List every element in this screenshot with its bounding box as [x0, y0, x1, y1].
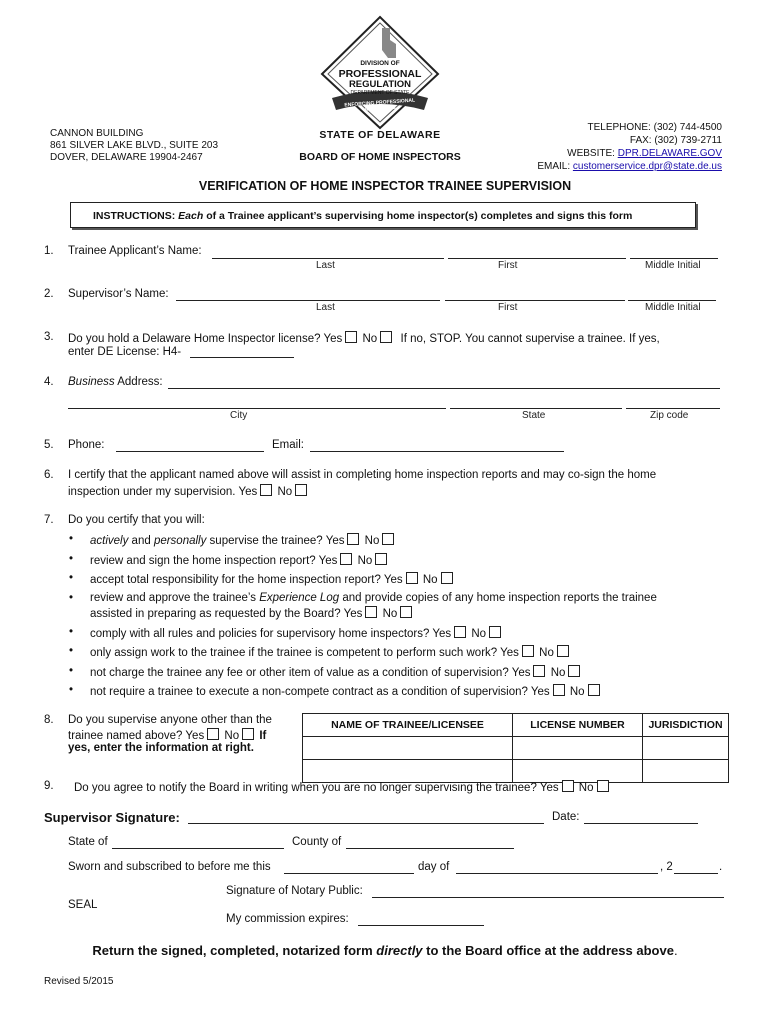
q7-item-8-yes-checkbox[interactable] — [553, 684, 565, 696]
q1-last-field[interactable] — [212, 258, 444, 259]
address-line-1: CANNON BUILDING — [50, 128, 144, 139]
q3-license-label: enter DE License: H4- — [68, 346, 182, 358]
table-cell[interactable] — [513, 737, 643, 760]
q7-bullet-5: • — [69, 626, 74, 638]
q5-email-label: Email: — [272, 439, 304, 451]
return-period: . — [673, 943, 678, 958]
q7-item-5-yes-checkbox[interactable] — [454, 626, 466, 638]
q6-text: inspection under my supervision. Yes — [68, 486, 258, 498]
q6-line2 — [68, 484, 309, 498]
contact-block — [537, 121, 722, 173]
date-field[interactable] — [584, 823, 698, 824]
q2-label: Supervisor’s Name: — [68, 288, 169, 300]
q8-line2 — [68, 728, 266, 742]
q7-item-1-text: supervise the trainee? — [206, 535, 326, 547]
q1-middle-field[interactable] — [630, 258, 718, 259]
q7-item-4-no-checkbox[interactable] — [400, 606, 412, 618]
q3-stop-text: If no, STOP. You cannot supervise a trainee. If yes, — [400, 333, 660, 345]
q4-city-caption: City — [230, 410, 248, 421]
q9-line — [74, 780, 611, 794]
q7-item-3-no-label: No — [422, 574, 438, 586]
notary-label: Signature of Notary Public: — [226, 885, 363, 897]
state-of-field[interactable] — [112, 848, 284, 849]
q7-item-8-text: not require a trainee to execute a non-compete contract as a condition of supervision? — [90, 686, 531, 698]
table-cell[interactable] — [303, 737, 513, 760]
q6-line1: I certify that the applicant named above will assist in completing home inspection reports and may co-sign the home — [68, 469, 657, 481]
q4-label — [68, 376, 163, 388]
logo-text-2: PROFESSIONAL — [338, 68, 422, 80]
q7-item-4-text: review and approve the trainee’s — [90, 592, 260, 604]
expires-field[interactable] — [358, 925, 484, 926]
county-of-field[interactable] — [346, 848, 514, 849]
q7-item-2-yes-checkbox[interactable] — [340, 553, 352, 565]
q7-item-7-text: not charge the trainee any fee or other item of value as a condition of supervision? — [90, 667, 512, 679]
q7-item-8-yes-label: Yes — [530, 686, 550, 698]
telephone: TELEPHONE: (302) 744-4500 — [587, 122, 722, 133]
col-name-header: NAME OF TRAINEE/LICENSEE — [303, 714, 513, 737]
q7-item-5-no-label: No — [471, 628, 487, 640]
q5-phone-field[interactable] — [116, 451, 264, 452]
q1-label: Trainee Applicant’s Name: — [68, 245, 202, 257]
return-instructions — [0, 943, 770, 958]
q2-middle-caption: Middle Initial — [645, 302, 701, 313]
supervisor-signature-label: Supervisor Signature: — [44, 810, 180, 825]
return-text: Return the signed, completed, notarized form — [92, 943, 377, 958]
q1-first-caption: First — [498, 260, 518, 271]
table-cell[interactable] — [643, 760, 729, 783]
q9-number: 9. — [44, 780, 54, 792]
email-link[interactable]: customerservice.dpr@state.de.us — [572, 161, 722, 172]
q7-item-3-text: accept total responsibility for the home inspection report? — [90, 574, 384, 586]
logo-banner-text: ENFORCING PROFESSIONAL STANDARDS — [344, 97, 416, 114]
q7-item-4 — [90, 592, 657, 604]
q6-no-label: No — [277, 486, 293, 498]
q2-number: 2. — [44, 288, 54, 300]
fax: FAX: (302) 739-2711 — [629, 135, 722, 146]
sworn-label: Sworn and subscribed to before me this — [68, 861, 271, 873]
q7-item-2-no-label: No — [357, 555, 373, 567]
sworn-year-field[interactable] — [674, 873, 718, 874]
trainee-table — [302, 713, 729, 783]
q8-text: trainee named above? Yes — [68, 730, 205, 742]
q2-first-field[interactable] — [445, 300, 625, 301]
q8-yes-checkbox[interactable] — [207, 728, 219, 740]
q7-item-8-no-checkbox[interactable] — [588, 684, 600, 696]
q4-address: Address: — [114, 376, 163, 388]
logo-text-3: REGULATION — [348, 79, 412, 90]
col-license-header: LICENSE NUMBER — [513, 714, 643, 737]
q7-item-5-yes-label: Yes — [432, 628, 452, 640]
website-label: WEBSITE: — [567, 148, 618, 159]
q7-item-4-yes-label: Yes — [343, 608, 363, 620]
q7-item-6-no-checkbox[interactable] — [557, 645, 569, 657]
q1-first-field[interactable] — [448, 258, 626, 259]
q7-item-6-yes-label: Yes — [500, 647, 519, 659]
q7-item-1-and: and — [128, 535, 154, 547]
q7-item-2 — [90, 553, 389, 567]
q3-license-field[interactable] — [190, 357, 294, 358]
q7-item-5 — [90, 626, 503, 640]
q7-item-4-text-2: and provide copies of any home inspection reports the trainee — [339, 592, 657, 604]
q9-no-label: No — [578, 782, 594, 794]
q3-no-checkbox[interactable] — [380, 331, 392, 343]
q5-email-field[interactable] — [310, 451, 564, 452]
q4-state-field[interactable] — [450, 408, 622, 409]
notary-signature-field[interactable] — [372, 897, 724, 898]
q7-item-5-text: comply with all rules and policies for supervisory home inspectors? — [90, 628, 433, 640]
instructions-box — [70, 202, 696, 228]
website — [537, 147, 722, 160]
q7-item-7-no-checkbox[interactable] — [568, 665, 580, 677]
date-label: Date: — [552, 811, 580, 823]
q8-number: 8. — [44, 714, 54, 726]
county-of-label: County of — [292, 836, 342, 848]
q7-item-1-no-checkbox[interactable] — [382, 533, 394, 545]
q7-item-4-yes-checkbox[interactable] — [365, 606, 377, 618]
q7-bullet-6: • — [69, 645, 74, 657]
q7-item-1-yes-checkbox[interactable] — [347, 533, 359, 545]
q7-bullet-4: • — [69, 592, 74, 604]
q7-item-3-yes-checkbox[interactable] — [406, 572, 418, 584]
q4-street-field[interactable] — [168, 388, 720, 389]
instructions-each: Each — [178, 210, 204, 222]
q2-last-caption: Last — [316, 302, 335, 313]
q7-item-4-text-3: assisted in preparing as requested by the Board? — [90, 608, 344, 620]
q9-text: Do you agree to notify the Board in writing when you are no longer supervising the trainee? Yes — [74, 782, 559, 794]
q7-bullet-8: • — [69, 684, 74, 696]
q7-item-6-no-label: No — [539, 647, 554, 659]
logo-text-4: DEPARTMENT OF STATE — [350, 90, 410, 96]
q7-item-1-personally: personally — [153, 535, 207, 547]
q4-zip-caption: Zip code — [650, 410, 689, 421]
q7-item-6 — [90, 645, 571, 659]
q9-no-checkbox[interactable] — [597, 780, 609, 792]
logo-text-1: DIVISION OF — [360, 60, 400, 67]
seal-label: SEAL — [68, 899, 98, 911]
q8-line3: yes, enter the information at right. — [68, 742, 254, 754]
q7-item-5-no-checkbox[interactable] — [489, 626, 501, 638]
q2-middle-field[interactable] — [628, 300, 716, 301]
q7-item-1-no-label: No — [364, 535, 380, 547]
supervisor-signature-field[interactable] — [188, 823, 544, 824]
q7-item-7 — [90, 665, 582, 679]
q7-bullet-7: • — [69, 665, 74, 677]
q7-bullet-2: • — [69, 553, 74, 565]
q7-item-8 — [90, 684, 602, 698]
q2-first-caption: First — [498, 302, 518, 313]
q7-item-6-text: only assign work to the trainee if the trainee is competent to perform such work? — [90, 647, 501, 659]
q7-item-1-actively: actively — [90, 535, 129, 547]
q5-number: 5. — [44, 439, 54, 451]
q7-item-3-no-checkbox[interactable] — [441, 572, 453, 584]
board-heading: BOARD OF HOME INSPECTORS — [299, 151, 461, 163]
table-cell[interactable] — [643, 737, 729, 760]
sworn-month-field[interactable] — [456, 873, 658, 874]
q8-if: If — [259, 730, 267, 742]
q5-phone-label: Phone: — [68, 439, 105, 451]
q6-number: 6. — [44, 469, 54, 481]
q7-bullet-1: • — [69, 533, 74, 545]
address-line-2: 861 SILVER LAKE BLVD., SUITE 203 — [50, 140, 219, 151]
q6-no-checkbox[interactable] — [295, 484, 307, 496]
q7-item-1 — [90, 533, 396, 547]
q7-item-4-no-label: No — [382, 608, 398, 620]
email-label: EMAIL: — [537, 161, 573, 172]
q8-line1: Do you supervise anyone other than the — [68, 714, 272, 726]
website-link[interactable]: DPR.DELAWARE.GOV — [617, 148, 722, 159]
form-title: VERIFICATION OF HOME INSPECTOR TRAINEE SUPERVISION — [198, 179, 572, 193]
q7-item-3-yes-label: Yes — [383, 574, 403, 586]
q7-item-7-yes-label: Yes — [511, 667, 531, 679]
q7-intro: Do you certify that you will: — [68, 514, 205, 526]
q3-question: Do you hold a Delaware Home Inspector license? Yes — [68, 333, 343, 345]
q7-item-4-line2 — [90, 606, 414, 620]
col-jurisdiction-header: JURISDICTION — [643, 714, 729, 737]
instructions-label: INSTRUCTIONS: — [93, 210, 179, 222]
q1-middle-caption: Middle Initial — [645, 260, 701, 271]
state-heading: STATE OF DELAWARE — [319, 129, 441, 141]
q1-number: 1. — [44, 245, 54, 257]
year-prefix: , 2 — [660, 861, 673, 873]
q7-item-7-no-label: No — [550, 667, 566, 679]
q7-item-6-yes-checkbox[interactable] — [522, 645, 534, 657]
revised-date: Revised 5/2015 — [44, 976, 114, 987]
email — [537, 160, 722, 173]
q3-yes-checkbox[interactable] — [345, 331, 357, 343]
q7-number: 7. — [44, 514, 54, 526]
state-of-label: State of — [68, 836, 108, 848]
trainee-table-header — [303, 714, 729, 737]
return-text-2: to the Board office at the address above — [422, 943, 674, 958]
q8-no-label: No — [224, 730, 240, 742]
q7-item-4-log: Experience Log — [259, 592, 340, 604]
sworn-period: . — [719, 861, 723, 873]
q3-line1 — [68, 331, 660, 345]
q4-state-caption: State — [522, 410, 546, 421]
address-line-3: DOVER, DELAWARE 19904-2467 — [50, 152, 203, 163]
q6-yes-checkbox[interactable] — [260, 484, 272, 496]
q4-number: 4. — [44, 376, 54, 388]
q7-item-2-yes-label: Yes — [318, 555, 338, 567]
q7-item-3 — [90, 572, 455, 586]
q4-zip-field[interactable] — [626, 408, 720, 409]
instructions-text: of a Trainee applicant’s supervising home inspector(s) completes and signs this form — [203, 210, 633, 222]
q9-yes-checkbox[interactable] — [562, 780, 574, 792]
q7-item-1-yes-label: Yes — [325, 535, 345, 547]
expires-label: My commission expires: — [226, 913, 349, 925]
q7-item-2-text: review and sign the home inspection report? — [90, 555, 319, 567]
q1-last-caption: Last — [316, 260, 335, 271]
q3-no-label: No — [362, 333, 378, 345]
q7-item-7-yes-checkbox[interactable] — [533, 665, 545, 677]
q4-city-field[interactable] — [68, 408, 446, 409]
q3-number: 3. — [44, 331, 54, 343]
q2-last-field[interactable] — [176, 300, 440, 301]
q7-item-2-no-checkbox[interactable] — [375, 553, 387, 565]
sworn-day-field[interactable] — [284, 873, 414, 874]
q4-business: Business — [68, 376, 115, 388]
day-of-label: day of — [418, 861, 450, 873]
return-directly: directly — [376, 943, 423, 958]
q7-item-8-no-label: No — [569, 686, 585, 698]
q7-bullet-3: • — [69, 572, 74, 584]
q8-no-checkbox[interactable] — [242, 728, 254, 740]
table-row[interactable] — [303, 737, 729, 760]
